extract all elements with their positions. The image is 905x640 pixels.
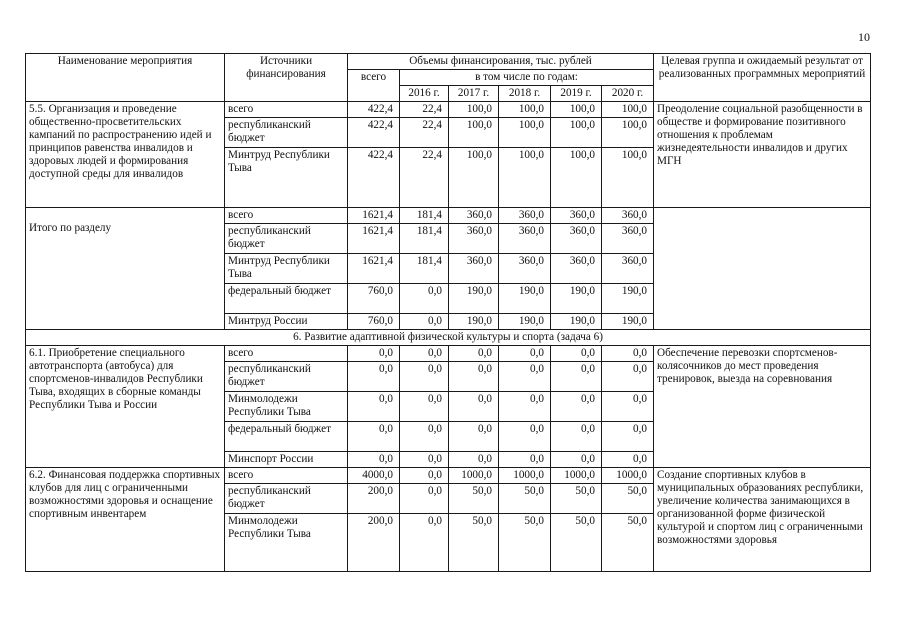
value-year: 100,0 <box>602 148 654 208</box>
value-year: 360,0 <box>449 224 499 254</box>
measure-name: Итого по разделу <box>26 208 225 330</box>
value-year: 0,0 <box>551 392 602 422</box>
value-total: 760,0 <box>348 314 400 330</box>
value-total: 0,0 <box>348 422 400 452</box>
value-total: 200,0 <box>348 514 400 572</box>
financing-source: Минтруд России <box>225 314 348 330</box>
value-year: 0,0 <box>551 346 602 362</box>
value-year: 22,4 <box>400 148 449 208</box>
header-year: 2016 г. <box>400 86 449 102</box>
value-total: 422,4 <box>348 148 400 208</box>
value-year: 0,0 <box>400 484 449 514</box>
target-result <box>654 208 871 330</box>
target-result: Преодоление социальной разобщенности в обществе и формирование позитивного отношения к проблемам жизнедеятельности инвалидов и других МГН <box>654 102 871 208</box>
financing-source: всего <box>225 102 348 118</box>
header-year: 2020 г. <box>602 86 654 102</box>
financing-source: республиканский бюджет <box>225 484 348 514</box>
value-year: 50,0 <box>551 484 602 514</box>
value-year: 50,0 <box>551 514 602 572</box>
financing-source: Минтруд Республики Тыва <box>225 148 348 208</box>
measure-name: 6.2. Финансовая поддержка спортивных клубов для лиц с ограниченными возможностями здоровья и оснащение спортивным инвентарем <box>26 468 225 572</box>
value-year: 0,0 <box>602 392 654 422</box>
table-row <box>26 468 871 484</box>
financing-source: федеральный бюджет <box>225 284 348 314</box>
value-year: 1000,0 <box>499 468 551 484</box>
value-year: 0,0 <box>602 362 654 392</box>
header-year: 2018 г. <box>499 86 551 102</box>
header-year: 2017 г. <box>449 86 499 102</box>
financing-source: Минспорт России <box>225 452 348 468</box>
page-number: 10 <box>858 30 870 44</box>
value-year: 190,0 <box>602 314 654 330</box>
value-total: 0,0 <box>348 452 400 468</box>
financing-source: республиканский бюджет <box>225 118 348 148</box>
section-title: 6. Развитие адаптивной физической культуры и спорта (задача 6) <box>26 330 871 346</box>
value-year: 50,0 <box>602 484 654 514</box>
value-total: 1621,4 <box>348 208 400 224</box>
value-year: 181,4 <box>400 208 449 224</box>
financing-source: всего <box>225 208 348 224</box>
value-year: 190,0 <box>551 284 602 314</box>
measure-name: 6.1. Приобретение специального автотранспорта (автобуса) для спортсменов-инвалидов Республики Тыва, входящих в сборные команды Республики Тыва и России <box>26 346 225 468</box>
header-source: Источники финансирования <box>225 54 348 102</box>
value-total: 0,0 <box>348 392 400 422</box>
value-year: 100,0 <box>499 102 551 118</box>
value-year: 50,0 <box>499 514 551 572</box>
value-year: 360,0 <box>449 208 499 224</box>
value-year: 0,0 <box>551 362 602 392</box>
value-year: 50,0 <box>449 514 499 572</box>
financing-source: республиканский бюджет <box>225 362 348 392</box>
table-row <box>26 208 871 224</box>
value-year: 100,0 <box>602 118 654 148</box>
value-year: 360,0 <box>602 254 654 284</box>
value-year: 360,0 <box>499 224 551 254</box>
header-by-years: в том числе по годам: <box>400 70 654 86</box>
value-year: 100,0 <box>449 102 499 118</box>
value-total: 1621,4 <box>348 224 400 254</box>
value-year: 100,0 <box>602 102 654 118</box>
value-year: 0,0 <box>602 452 654 468</box>
value-year: 190,0 <box>602 284 654 314</box>
financing-source: Минтруд Республики Тыва <box>225 254 348 284</box>
value-year: 190,0 <box>449 314 499 330</box>
value-year: 1000,0 <box>602 468 654 484</box>
value-year: 360,0 <box>499 208 551 224</box>
financing-source: федеральный бюджет <box>225 422 348 452</box>
value-year: 360,0 <box>551 208 602 224</box>
financing-source: республиканский бюджет <box>225 224 348 254</box>
value-year: 100,0 <box>449 148 499 208</box>
value-year: 0,0 <box>449 422 499 452</box>
value-year: 0,0 <box>602 346 654 362</box>
financing-source: Минмолодежи Республики Тыва <box>225 514 348 572</box>
value-year: 0,0 <box>449 452 499 468</box>
value-year: 0,0 <box>449 346 499 362</box>
financing-source: всего <box>225 468 348 484</box>
value-year: 0,0 <box>499 362 551 392</box>
value-year: 0,0 <box>400 346 449 362</box>
value-year: 100,0 <box>449 118 499 148</box>
financing-source: Минмолодежи Республики Тыва <box>225 392 348 422</box>
value-year: 0,0 <box>449 392 499 422</box>
value-year: 0,0 <box>400 314 449 330</box>
value-year: 22,4 <box>400 102 449 118</box>
value-year: 1000,0 <box>551 468 602 484</box>
value-year: 0,0 <box>499 346 551 362</box>
value-year: 181,4 <box>400 224 449 254</box>
value-year: 0,0 <box>400 514 449 572</box>
financing-table <box>25 53 871 572</box>
value-year: 0,0 <box>400 468 449 484</box>
value-total: 1621,4 <box>348 254 400 284</box>
value-total: 200,0 <box>348 484 400 514</box>
value-year: 0,0 <box>449 362 499 392</box>
value-year: 190,0 <box>499 284 551 314</box>
header-target: Целевая группа и ожидаемый результат от реализованных программных мероприятий <box>654 54 871 102</box>
value-year: 360,0 <box>499 254 551 284</box>
table-row <box>26 346 871 362</box>
value-year: 0,0 <box>400 362 449 392</box>
value-total: 0,0 <box>348 346 400 362</box>
value-year: 360,0 <box>449 254 499 284</box>
value-year: 360,0 <box>602 208 654 224</box>
value-year: 100,0 <box>499 118 551 148</box>
target-result: Создание спортивных клубов в муниципальных образованиях республики, увеличение количества занимающихся в организованной форме физической культурой и спортом лиц с ограниченными возможностями здоровья <box>654 468 871 572</box>
value-total: 760,0 <box>348 284 400 314</box>
value-year: 1000,0 <box>449 468 499 484</box>
target-result: Обеспечение перевозки спортсменов-колясочников до мест проведения тренировок, выезда на соревнования <box>654 346 871 468</box>
value-total: 422,4 <box>348 102 400 118</box>
value-year: 0,0 <box>499 452 551 468</box>
financing-source: всего <box>225 346 348 362</box>
value-year: 100,0 <box>551 118 602 148</box>
value-year: 100,0 <box>499 148 551 208</box>
value-year: 50,0 <box>499 484 551 514</box>
value-year: 0,0 <box>551 422 602 452</box>
value-year: 0,0 <box>602 422 654 452</box>
value-total: 0,0 <box>348 362 400 392</box>
table-row <box>26 102 871 118</box>
header-name: Наименование мероприятия <box>26 54 225 102</box>
value-year: 360,0 <box>602 224 654 254</box>
value-year: 0,0 <box>551 452 602 468</box>
value-year: 0,0 <box>400 284 449 314</box>
value-year: 190,0 <box>449 284 499 314</box>
value-year: 22,4 <box>400 118 449 148</box>
value-year: 190,0 <box>551 314 602 330</box>
value-year: 0,0 <box>499 422 551 452</box>
value-year: 100,0 <box>551 148 602 208</box>
value-year: 190,0 <box>499 314 551 330</box>
value-year: 0,0 <box>400 422 449 452</box>
value-year: 50,0 <box>449 484 499 514</box>
value-year: 360,0 <box>551 224 602 254</box>
value-year: 0,0 <box>400 392 449 422</box>
value-year: 100,0 <box>551 102 602 118</box>
value-total: 4000,0 <box>348 468 400 484</box>
value-year: 0,0 <box>400 452 449 468</box>
value-year: 360,0 <box>551 254 602 284</box>
measure-name: 5.5. Организация и проведение общественно-просветительских кампаний по распространению идей и принципов равенства инвалидов и здоровых людей и формирования доступной среды для инвалидов <box>26 102 225 208</box>
value-total: 422,4 <box>348 118 400 148</box>
value-year: 50,0 <box>602 514 654 572</box>
value-year: 181,4 <box>400 254 449 284</box>
header-total: всего <box>348 70 400 102</box>
value-year: 0,0 <box>499 392 551 422</box>
header-year: 2019 г. <box>551 86 602 102</box>
header-volumes: Объемы финансирования, тыс. рублей <box>348 54 654 70</box>
